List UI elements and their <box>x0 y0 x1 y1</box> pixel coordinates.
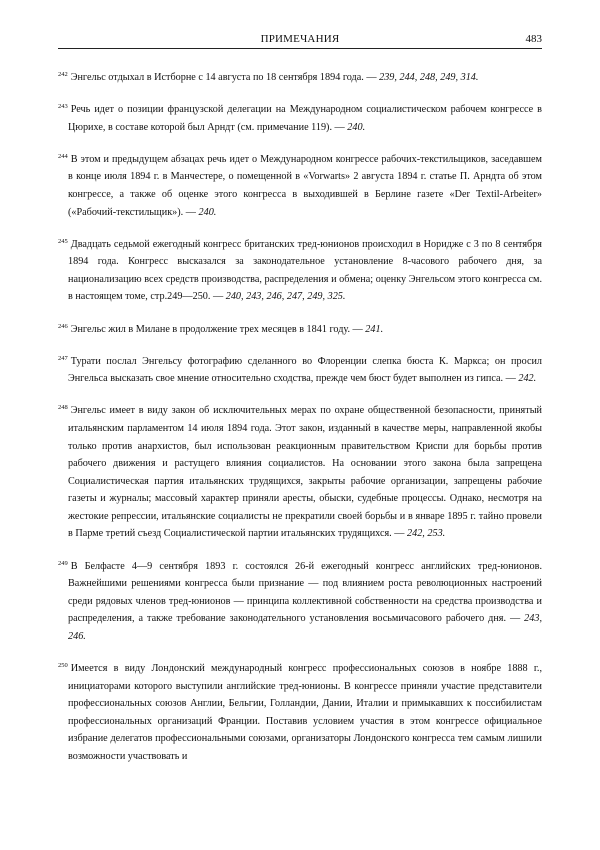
note-text: В этом и предыдущем абзацах речь идет о Международном конгрессе рабочих-текстильщиков, заседавшем в конце июля 1894 г. в Манчестере, о помещенной в «Vorwarts» 2 августа 1894 г. статье П. Арндта об этом конгрессе, а также об оценке этого конгресса в выходившей в Берлине газете «Der Textil-Arbeiter» («Рабочий-текстильщик»). — <box>68 153 542 218</box>
note-number: 245 <box>58 237 68 245</box>
note-number: 246 <box>58 322 68 330</box>
page-number: 483 <box>525 33 542 45</box>
note-number: 242 <box>58 71 68 78</box>
note-number: 250 <box>58 662 68 670</box>
note-247 <box>58 353 542 388</box>
note-242 <box>58 69 542 87</box>
note-text: Турати послал Энгельсу фотографию сделанного во Флоренции слепка бюста К. Маркса; он просил Энгельса высказать свое мнение относительно сходства, прежде чем бюст будет выполнен из гипса. — <box>68 355 542 385</box>
note-249 <box>58 558 542 646</box>
note-text: Энгельс имеет в виду закон об исключительных мерах по охране общественной безопасности, принятый итальянским парламентом 14 июля 1894 года. Этот закон, изданный в качестве меры, направленной якобы только против анархистов, был использован реакционным правительством Криспи для борьбы против рабочего движения и растущего влияния социалистов. На основании этого закона была запрещена Социалистическая партия итальянских трудящихся, закрыты рабочие организации, запрещены рабочие газеты и журналы; массовый характер приняли аресты, обыски, судебные процессы. Однако, несмотря на жестокие репрессии, итальянские социалисты не прекратили своей борьбы и в январе 1895 г. тайно провели в Парме третий съезд Социалистической партии итальянских трудящихся. — <box>68 405 542 540</box>
page-refs: 240. <box>347 121 366 133</box>
note-text: Энгельс жил в Милане в продолжение трех месяцев в 1841 году. — <box>70 323 366 335</box>
page-refs: 243, 246. <box>68 613 542 642</box>
note-246 <box>58 321 542 339</box>
note-248 <box>58 402 542 543</box>
note-number: 248 <box>58 404 68 412</box>
note-text: В Белфасте 4—9 сентября 1893 г. состоялся 26-й ежегодный конгресс английских тред-юнионов. Важнейшими решениями конгресса были признание — под влиянием роста революционных настроений среди рядовых членов тред-юнионов — принципа коллективной собственности на средства производства и распределения, а также требование законодательного установления восьмичасового рабочего дня. — <box>68 560 542 625</box>
section-title: ПРИМЕЧАНИЯ <box>260 33 340 45</box>
note-number: 249 <box>58 559 68 567</box>
page-refs: 242. <box>518 373 537 385</box>
page-refs: 239, 244, 248, 249, 314. <box>379 72 479 83</box>
note-243 <box>58 101 542 136</box>
note-text: Речь идет о позиции французской делегации на Международном социалистическом рабочем конгрессе в Цюрихе, в составе которой был Арндт (см. примечание 119). — <box>68 104 542 133</box>
running-header <box>58 33 542 49</box>
page-refs: 240, 243, 246, 247, 249, 325. <box>225 291 346 303</box>
note-number: 243 <box>58 103 68 111</box>
note-244 <box>58 151 542 221</box>
page-refs: 242, 253. <box>407 528 446 540</box>
page-refs: 240. <box>198 206 217 218</box>
note-text: Двадцать седьмой ежегодный конгресс британских тред-юнионов происходил в Норидже с 3 по 8 сентября 1894 года. Конгресс высказался за законодательное установление 8-часового рабочего дня, за национализацию всех средств производства, распределения и обмена; оценку Энгельсом этого конгресса см. в настоящем томе, стр.249—250. — <box>68 238 542 303</box>
header-rule <box>58 48 542 49</box>
note-250 <box>58 660 542 766</box>
note-text: Энгельс отдыхал в Истборне с 14 августа по 18 сентября 1894 года. — <box>70 72 380 83</box>
page-refs: 241. <box>365 323 384 335</box>
notes-list <box>58 69 542 780</box>
note-text: Имеется в виду Лондонский международный конгресс профессиональных союзов в ноябре 1888 г., инициаторами которого выступили английские тред-юнионы. В конгрессе приняли участие представители профессиональных союзов Англии, Бельгии, Голландии, Дании, Италии и примыкавших к поссибилистам профессиональных организаций Франции. Поставив условием участия в этом конгрессе официальное избрание делегатов профессиональными союзами, организаторы Лондонского конгресса тем самым лишили возможности участвовать и <box>68 663 542 762</box>
note-number: 244 <box>58 152 68 160</box>
note-245 <box>58 236 542 306</box>
note-number: 247 <box>58 354 68 362</box>
